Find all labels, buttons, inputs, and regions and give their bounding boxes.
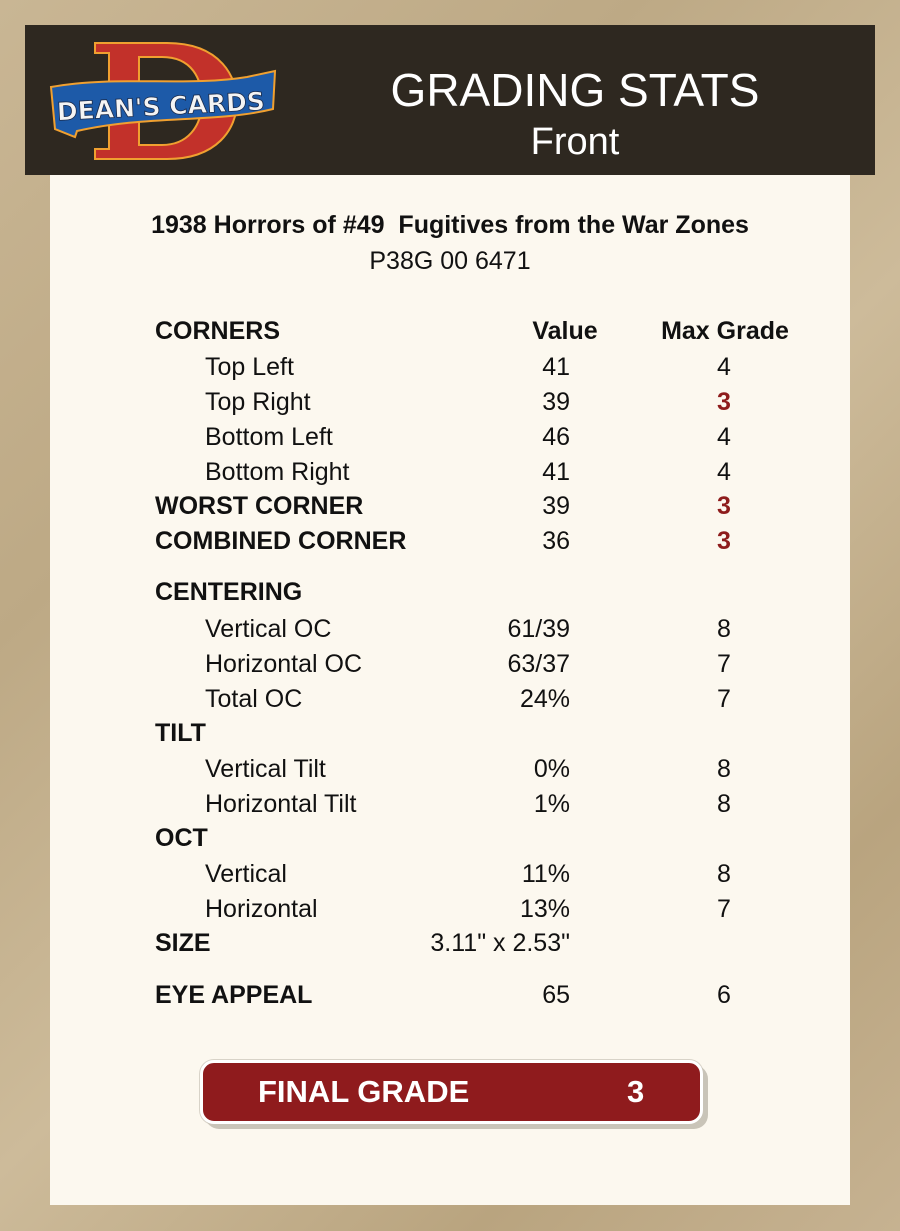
worst-corner-row [50, 489, 850, 523]
row-label: Horizontal Tilt [205, 790, 357, 818]
card-title: 1938 Horrors of #49 Fugitives from the War Zones [151, 211, 749, 239]
row-label: WORST CORNER [155, 492, 364, 520]
table-row [50, 455, 850, 489]
row-value: 61/39 [507, 615, 570, 643]
section-label: TILT [155, 719, 206, 747]
header-banner [25, 25, 875, 175]
row-value: 11% [521, 860, 570, 888]
row-max: 4 [717, 423, 731, 451]
row-label: Top Right [205, 388, 311, 416]
row-label: Bottom Left [205, 423, 333, 451]
row-value: 1% [533, 790, 570, 818]
combined-corner-row [50, 524, 850, 558]
table-row [50, 752, 850, 786]
deans-cards-logo [47, 39, 279, 163]
row-value: 63/37 [507, 650, 570, 678]
row-max: 3 [717, 492, 731, 520]
size-row [50, 926, 850, 960]
final-grade-badge [200, 1060, 703, 1124]
column-header-value: Value [532, 317, 598, 345]
row-value: 24% [519, 685, 570, 713]
table-row [50, 385, 850, 419]
row-max: 8 [717, 615, 731, 643]
row-label: Total OC [205, 685, 303, 713]
eye-appeal-row [50, 978, 850, 1012]
section-label: CORNERS [155, 317, 281, 345]
row-max: 8 [717, 860, 731, 888]
final-grade-label: FINAL GRADE [258, 1074, 470, 1109]
row-value: 65 [542, 981, 570, 1009]
row-max: 3 [717, 388, 731, 416]
final-grade-value: 3 [627, 1074, 645, 1109]
table-row [50, 647, 850, 681]
row-value: 36 [542, 527, 570, 555]
row-label: Vertical OC [205, 615, 332, 643]
row-value: 13% [519, 895, 570, 923]
row-label: Top Left [205, 353, 294, 381]
svg-text:DEAN'S CARDS: DEAN'S CARDS [56, 86, 266, 127]
row-label: Horizontal OC [205, 650, 362, 678]
row-max: 6 [717, 981, 731, 1009]
row-value: 41 [542, 458, 570, 486]
row-max: 4 [717, 458, 731, 486]
row-max: 8 [717, 755, 731, 783]
row-max: 7 [717, 895, 731, 923]
row-value: 46 [542, 423, 570, 451]
row-label: Bottom Right [205, 458, 350, 486]
grading-card [50, 175, 850, 1205]
oct-header-row [50, 821, 850, 855]
page-title: GRADING STATS [390, 64, 760, 116]
row-max: 7 [717, 685, 731, 713]
row-value: 41 [542, 353, 570, 381]
cert-number: P38G 00 6471 [369, 247, 531, 275]
row-max: 8 [717, 790, 731, 818]
row-label: EYE APPEAL [155, 981, 313, 1009]
tilt-header-row [50, 716, 850, 750]
row-value: 3.11" x 2.53" [430, 929, 570, 957]
centering-header-row [50, 575, 850, 609]
table-row [50, 892, 850, 926]
row-label: Vertical Tilt [205, 755, 326, 783]
row-max: 3 [717, 527, 731, 555]
table-row [50, 350, 850, 384]
table-row [50, 612, 850, 646]
section-label: OCT [155, 824, 208, 852]
section-label: CENTERING [155, 578, 303, 606]
row-value: 0% [533, 755, 570, 783]
column-header-max-grade: Max Grade [661, 317, 789, 345]
row-max: 4 [717, 353, 731, 381]
row-label: COMBINED CORNER [155, 527, 407, 555]
table-row [50, 420, 850, 454]
page-subtitle: Front [530, 121, 620, 163]
table-row [50, 857, 850, 891]
table-row [50, 682, 850, 716]
row-label: SIZE [155, 929, 211, 957]
row-value: 39 [542, 388, 570, 416]
row-label: Vertical [205, 860, 287, 888]
table-row [50, 787, 850, 821]
row-max: 7 [717, 650, 731, 678]
corners-header-row [50, 314, 850, 348]
row-value: 39 [542, 492, 570, 520]
row-label: Horizontal [205, 895, 318, 923]
